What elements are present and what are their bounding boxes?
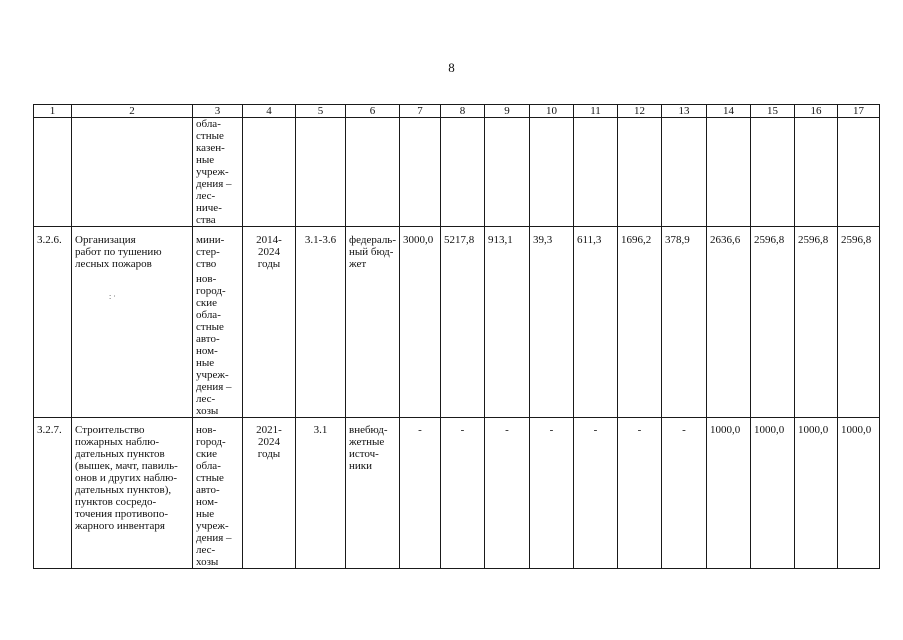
value-cell: [485, 118, 530, 227]
value-cell: -: [400, 418, 441, 569]
value-cell: [400, 118, 441, 227]
row-period: [243, 118, 296, 227]
value-cell: [662, 118, 707, 227]
row-source: [346, 118, 400, 227]
header-cell: 10: [530, 105, 574, 118]
row-executor: обла- стные казен- ные учреж- дения – лес- ниче- ства: [193, 118, 243, 227]
header-cell: 12: [618, 105, 662, 118]
row-executor: мини- стер- ство нов- город- ские обла- стные авто- ном- ные учреж- дения – лес- хозы: [193, 227, 243, 418]
value-cell: 611,3: [574, 227, 618, 418]
value-cell: [751, 118, 795, 227]
value-cell: -: [574, 418, 618, 569]
value-cell: 1000,0: [795, 418, 838, 569]
row-executor: нов- город- ские обла- стные авто- ном- ные учреж- дения – лес- хозы: [193, 418, 243, 569]
header-cell: 13: [662, 105, 707, 118]
value-cell: [441, 118, 485, 227]
value-cell: 2596,8: [795, 227, 838, 418]
scan-marks: : ·: [109, 292, 116, 301]
value-cell: 378,9: [662, 227, 707, 418]
row-number: 3.2.7.: [34, 418, 72, 569]
value-cell: -: [530, 418, 574, 569]
value-cell: 2596,8: [838, 227, 880, 418]
header-cell: 3: [193, 105, 243, 118]
header-cell: 4: [243, 105, 296, 118]
value-cell: 5217,8: [441, 227, 485, 418]
header-cell: 6: [346, 105, 400, 118]
value-cell: 1000,0: [751, 418, 795, 569]
value-cell: 2596,8: [751, 227, 795, 418]
header-cell: 5: [296, 105, 346, 118]
value-cell: 1000,0: [707, 418, 751, 569]
value-cell: -: [441, 418, 485, 569]
row-number: 3.2.6.: [34, 227, 72, 418]
header-cell: 14: [707, 105, 751, 118]
header-cell: 8: [441, 105, 485, 118]
row-name: Строительство пожарных наблю- дательных пунктов (вышек, мачт, павиль- онов и других наблю- дательных пунктов), пунктов сосредо- точения противопо- жарного инвентаря: [72, 418, 193, 569]
row-name: [72, 118, 193, 227]
value-cell: [707, 118, 751, 227]
header-cell: 17: [838, 105, 880, 118]
value-cell: 1696,2: [618, 227, 662, 418]
value-cell: 3000,0: [400, 227, 441, 418]
value-cell: [530, 118, 574, 227]
value-cell: -: [618, 418, 662, 569]
row-targets: 3.1: [296, 418, 346, 569]
value-cell: 913,1: [485, 227, 530, 418]
row-name: Организация работ по тушению лесных пожаров : ·: [72, 227, 193, 418]
row-period: 2014- 2024 годы: [243, 227, 296, 418]
value-cell: [574, 118, 618, 227]
value-cell: 2636,6: [707, 227, 751, 418]
row-period: 2021- 2024 годы: [243, 418, 296, 569]
program-table: [33, 104, 880, 569]
table-row: [34, 418, 880, 569]
row-source: федераль- ный бюд- жет: [346, 227, 400, 418]
header-row: [34, 105, 880, 118]
value-cell: -: [485, 418, 530, 569]
header-cell: 2: [72, 105, 193, 118]
row-targets: [296, 118, 346, 227]
header-cell: 7: [400, 105, 441, 118]
value-cell: 1000,0: [838, 418, 880, 569]
header-cell: 16: [795, 105, 838, 118]
header-cell: 11: [574, 105, 618, 118]
page-number: 8: [448, 60, 455, 75]
value-cell: [838, 118, 880, 227]
table-row: [34, 118, 880, 227]
table-row: [34, 227, 880, 418]
row-source: внебюд- жетные источ- ники: [346, 418, 400, 569]
header-cell: 9: [485, 105, 530, 118]
value-cell: [795, 118, 838, 227]
header-cell: 15: [751, 105, 795, 118]
row-number: [34, 118, 72, 227]
value-cell: -: [662, 418, 707, 569]
value-cell: 39,3: [530, 227, 574, 418]
value-cell: [618, 118, 662, 227]
header-cell: 1: [34, 105, 72, 118]
row-targets: 3.1-3.6: [296, 227, 346, 418]
